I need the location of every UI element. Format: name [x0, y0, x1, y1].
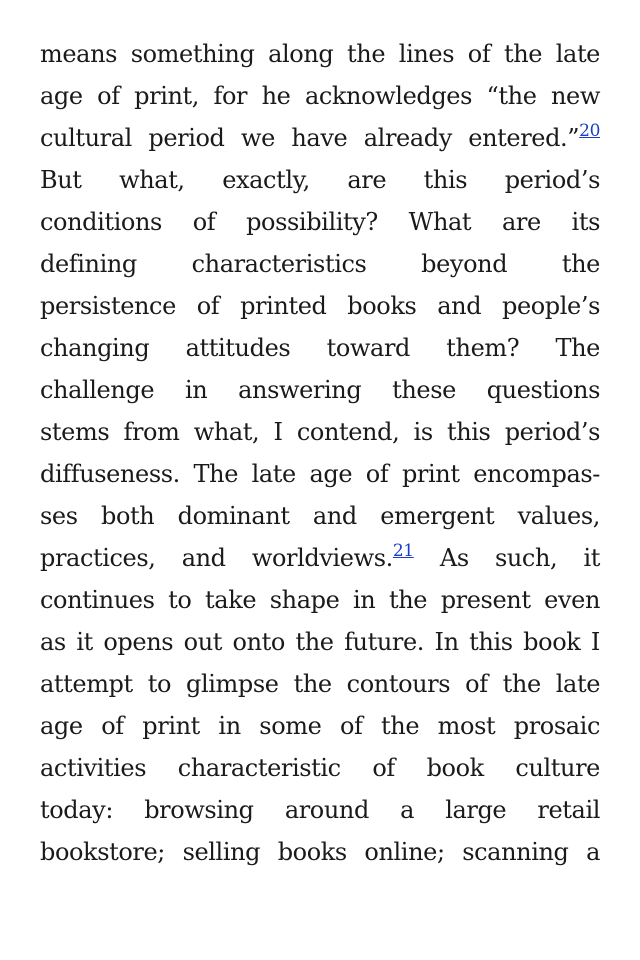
text-line: stems from what, I contend, is this period’s	[40, 418, 600, 446]
text-line: challenge in answering these questions	[40, 376, 600, 404]
text-line: conditions of possibility? What are its	[40, 208, 600, 236]
text-line: bookstore; selling books online; scanning a	[40, 838, 600, 866]
text-line: age of print, for he acknowledges “the new	[40, 82, 600, 110]
text-line: means something along the lines of the late	[40, 40, 600, 68]
text-line: age of print in some of the most prosaic	[40, 712, 600, 740]
text-line: activities characteristic of book culture	[40, 754, 600, 782]
text-line: persistence of printed books and people’s	[40, 292, 600, 320]
book-page-text	[40, 33, 600, 873]
text-line: diffuseness. The late age of print encompas-	[40, 460, 600, 488]
text-line: today: browsing around a large retail	[40, 796, 600, 824]
text-line: ses both dominant and emergent values,	[40, 502, 600, 530]
text-line: attempt to glimpse the contours of the late	[40, 670, 600, 698]
footnote-link-21[interactable]: 21	[392, 541, 414, 561]
text-line: But what, exactly, are this period’s	[40, 166, 600, 194]
text-line: defining characteristics beyond the	[40, 250, 600, 278]
text-line: continues to take shape in the present even	[40, 586, 600, 614]
text-line: practices, and worldviews.$^{21}$ As such, it	[40, 541, 600, 572]
footnote-link-20[interactable]: 20	[579, 121, 600, 141]
text-line: as it opens out onto the future. In this book I	[40, 628, 600, 656]
text-line: cultural period we have already entered.”$^{20}$	[40, 121, 600, 152]
text-line: changing attitudes toward them? The	[40, 334, 600, 362]
